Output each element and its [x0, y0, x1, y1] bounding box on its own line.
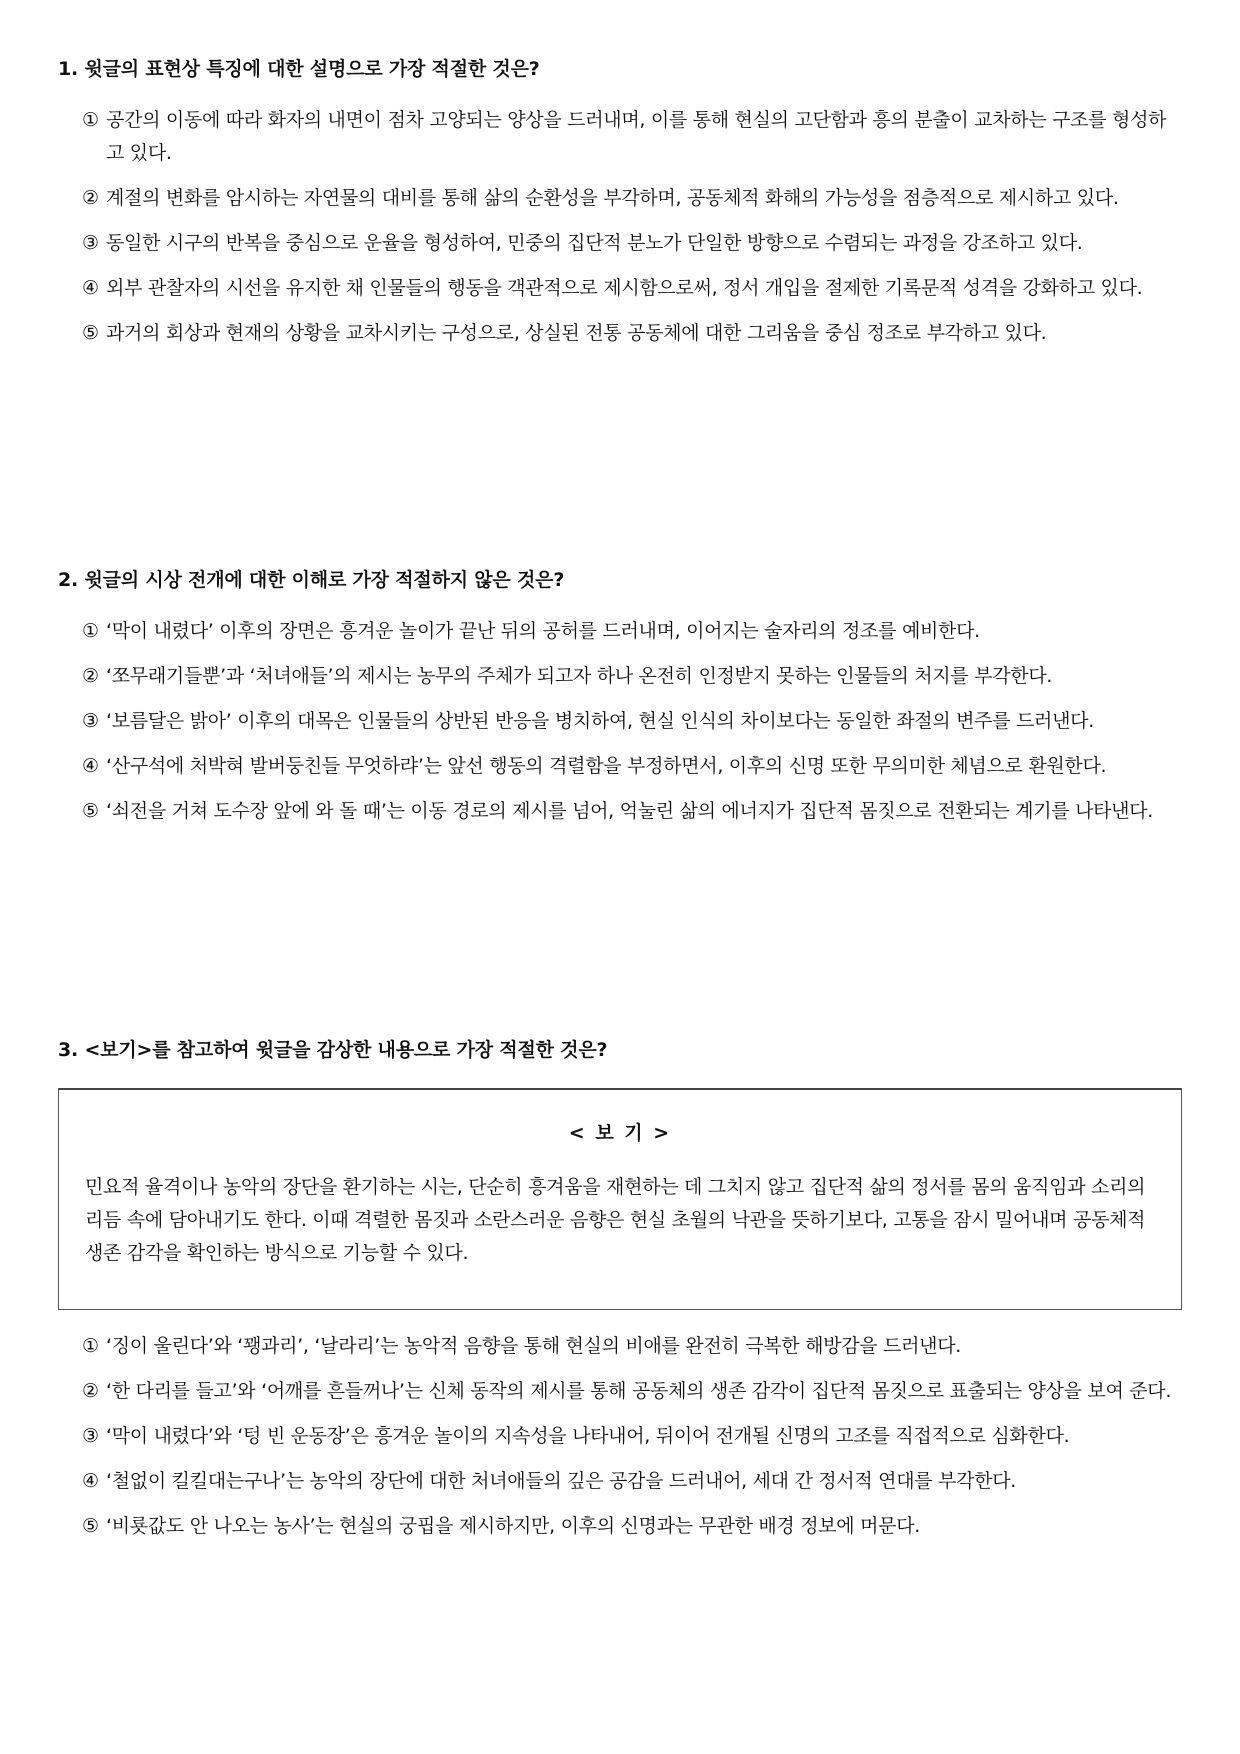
option-text: ‘쪼무래기들뿐’과 ‘처녀애들’의 제시는 농무의 주체가 되고자 하나 온전히 인정받지 못하는 인물들의 처지를 부각한다. [106, 665, 1053, 687]
option-number: ⑤ [82, 322, 99, 344]
question-3-option-5[interactable] [58, 1510, 1183, 1543]
question-1-option-1[interactable] [58, 104, 1183, 170]
option-number: ② [82, 187, 99, 209]
option-number: ③ [82, 232, 99, 254]
question-1-option-5[interactable] [58, 317, 1183, 350]
question-3-options [58, 1330, 1188, 1543]
option-number: ④ [82, 755, 99, 777]
question-2-option-3[interactable] [58, 705, 1183, 738]
option-text: ‘징이 울린다’와 ‘꽹과리’, ‘날라리’는 농악적 음향을 통해 현실의 비애를 완전히 극복한 해방감을 드러낸다. [106, 1335, 962, 1357]
bogi-box [58, 1088, 1182, 1310]
question-1-option-3[interactable] [58, 227, 1183, 260]
option-text: ‘쇠전을 거쳐 도수장 앞에 와 돌 때’는 이동 경로의 제시를 넘어, 억눌린 삶의 에너지가 집단적 몸짓으로 전환되는 계기를 나타낸다. [106, 800, 1154, 822]
bogi-text: 민요적 율격이나 농악의 장단을 환기하는 시는, 단순히 흥겨움을 재현하는 데 그치지 않고 집단적 삶의 정서를 몸의 움직임과 소리의 리듬 속에 담아내기도 한다. 이때 격렬한 몸짓과 소란스러운 음향은 현실 초월의 낙관을 뜻하기보다, 고통을 잠시 밀어내며 공동체적 생존 감각을 확인하는 방식으로 기능할 수 있다. [85, 1176, 1146, 1264]
question-1 [58, 56, 1188, 362]
option-text: ‘철없이 킬킬대는구나’는 농악의 장단에 대한 처녀애들의 깊은 공감을 드러내어, 세대 간 정서적 연대를 부각한다. [106, 1470, 1017, 1492]
question-3-title: 3. <보기>를 참고하여 윗글을 감상한 내용으로 가장 적절한 것은? [58, 1039, 608, 1061]
option-number: ③ [82, 710, 99, 732]
option-text: 공간의 이동에 따라 화자의 내면이 점차 고양되는 양상을 드러내며, 이를 통해 현실의 고단함과 흥의 분출이 교차하는 구조를 형성하고 있다. [106, 109, 1167, 164]
question-3-option-4[interactable] [58, 1465, 1183, 1498]
question-2-option-1[interactable] [58, 615, 1183, 648]
question-3-options-wrap [58, 1330, 1188, 1555]
question-3 [58, 1037, 1188, 1063]
question-2-title: 2. 윗글의 시상 전개에 대한 이해로 가장 적절하지 않은 것은? [58, 569, 565, 591]
question-2-option-5[interactable] [58, 795, 1183, 828]
option-number: ④ [82, 1470, 99, 1492]
question-3-option-2[interactable] [58, 1375, 1183, 1408]
question-1-options [58, 104, 1188, 350]
question-1-option-4[interactable] [58, 272, 1183, 305]
option-text: ‘비룟값도 안 나오는 농사’는 현실의 궁핍을 제시하지만, 이후의 신명과는 무관한 배경 정보에 머문다. [106, 1515, 920, 1537]
question-2-options [58, 615, 1188, 828]
question-2-option-4[interactable] [58, 750, 1183, 783]
question-3-option-1[interactable] [58, 1330, 1183, 1363]
option-text: 동일한 시구의 반복을 중심으로 운율을 형성하여, 민중의 집단적 분노가 단일한 방향으로 수렴되는 과정을 강조하고 있다. [106, 232, 1083, 254]
question-2 [58, 567, 1188, 840]
option-text: 외부 관찰자의 시선을 유지한 채 인물들의 행동을 객관적으로 제시함으로써, 정서 개입을 절제한 기록문적 성격을 강화하고 있다. [106, 277, 1143, 299]
option-text: ‘산구석에 처박혀 발버둥친들 무엇하랴’는 앞선 행동의 격렬함을 부정하면서, 이후의 신명 또한 무의미한 체념으로 환원한다. [106, 755, 1107, 777]
option-number: ② [82, 665, 99, 687]
bogi-title: < 보 기 > [568, 1122, 672, 1144]
option-number: ⑤ [82, 1515, 99, 1537]
option-number: ② [82, 1380, 99, 1402]
question-1-title: 1. 윗글의 표현상 특징에 대한 설명으로 가장 적절한 것은? [58, 58, 540, 80]
option-text: ‘막이 내렸다’ 이후의 장면은 흥겨운 놀이가 끝난 뒤의 공허를 드러내며, 이어지는 술자리의 정조를 예비한다. [106, 620, 980, 642]
option-text: 과거의 회상과 현재의 상황을 교차시키는 구성으로, 상실된 전통 공동체에 대한 그리움을 중심 정조로 부각하고 있다. [106, 322, 1047, 344]
question-3-option-3[interactable] [58, 1420, 1183, 1453]
question-1-option-2[interactable] [58, 182, 1183, 215]
option-number: ① [82, 109, 99, 131]
option-number: ③ [82, 1425, 99, 1447]
option-number: ⑤ [82, 800, 99, 822]
option-text: ‘보름달은 밝아’ 이후의 대목은 인물들의 상반된 반응을 병치하여, 현실 인식의 차이보다는 동일한 좌절의 변주를 드러낸다. [106, 710, 1094, 732]
option-text: ‘막이 내렸다’와 ‘텅 빈 운동장’은 흥겨운 놀이의 지속성을 나타내어, 뒤이어 전개될 신명의 고조를 직접적으로 심화한다. [106, 1425, 1070, 1447]
option-number: ④ [82, 277, 99, 299]
option-number: ① [82, 1335, 99, 1357]
question-2-option-2[interactable] [58, 660, 1183, 693]
option-number: ① [82, 620, 99, 642]
option-text: 계절의 변화를 암시하는 자연물의 대비를 통해 삶의 순환성을 부각하며, 공동체적 화해의 가능성을 점층적으로 제시하고 있다. [106, 187, 1119, 209]
option-text: ‘한 다리를 들고’와 ‘어깨를 흔들꺼나’는 신체 동작의 제시를 통해 공동체의 생존 감각이 집단적 몸짓으로 표출되는 양상을 보여 준다. [106, 1380, 1172, 1402]
